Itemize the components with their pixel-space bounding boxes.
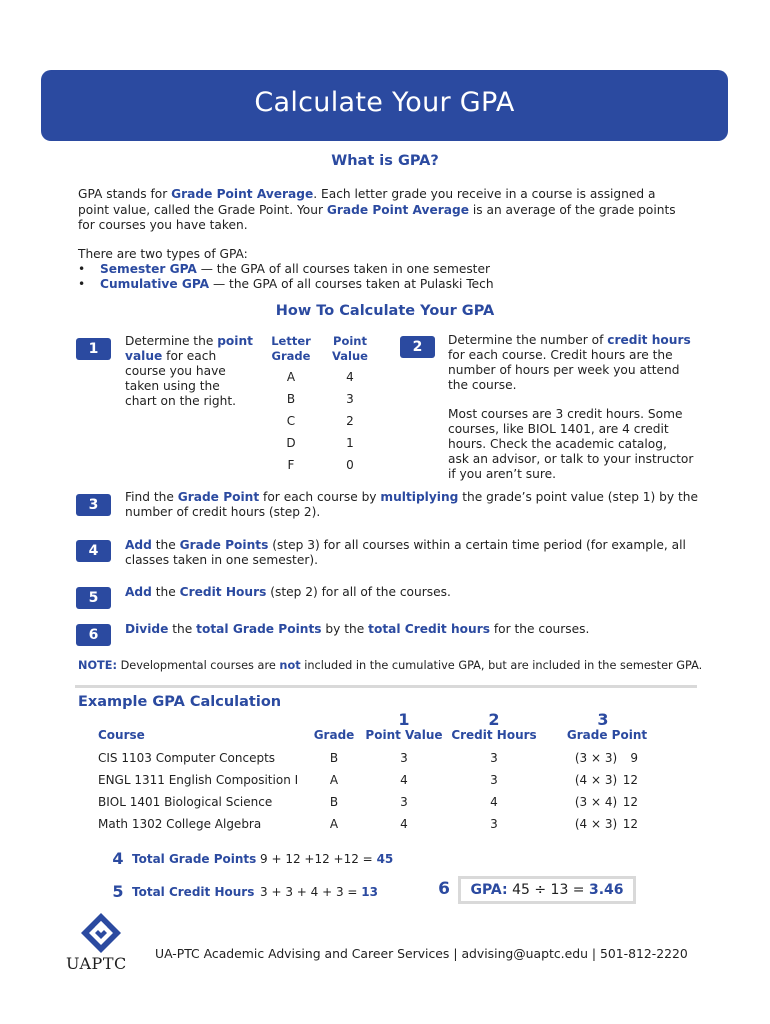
text: chart on the right. <box>125 394 236 408</box>
col-course: Course <box>98 728 145 742</box>
text: Most courses are 3 credit hours. Some <box>448 407 683 421</box>
list-item-semester-gpa <box>78 262 490 278</box>
row-calc: (4 × 3) <box>574 817 618 831</box>
text: hours. Check the academic catalog, <box>448 437 667 451</box>
text: (step 3) for all courses within a certain time period (for example, all <box>268 538 686 552</box>
footer-contact <box>155 946 688 961</box>
list-item-cumulative-gpa <box>78 277 494 293</box>
text: course you have <box>125 364 226 378</box>
text: by the <box>321 622 369 636</box>
text: Determine the <box>125 334 218 348</box>
logo-text: UAPTC <box>66 954 127 973</box>
separator: | <box>587 946 601 961</box>
page-title: Calculate Your GPA <box>254 87 515 118</box>
text: — the GPA of all courses taken at Pulaski Tech <box>209 277 494 291</box>
gpa-types-intro: There are two types of GPA: <box>78 247 248 261</box>
total-credit-hours-expression <box>260 885 378 899</box>
chart-value: 4 <box>346 370 354 384</box>
step-3-text <box>125 490 715 520</box>
row-grade: B <box>329 795 339 809</box>
row-grade: B <box>329 751 339 765</box>
grade-point-chart <box>262 334 380 480</box>
chart-grade: D <box>286 436 296 450</box>
gpa-definition-paragraph <box>78 187 698 234</box>
uaptc-logo-icon <box>80 912 122 954</box>
emphasis: Add <box>125 585 152 599</box>
row-credit: 4 <box>490 795 498 809</box>
chart-grade: F <box>287 458 295 472</box>
row-point: 3 <box>400 751 408 765</box>
emphasis: total Grade Points <box>196 622 322 636</box>
text: Determine the number of <box>448 333 608 347</box>
footer-org: UA-PTC Academic Advising and Career Services <box>155 946 450 961</box>
text: the <box>151 585 180 599</box>
emphasis: credit hours <box>607 333 691 347</box>
chart-header-letter-grade <box>262 334 320 364</box>
step-4-badge: 4 <box>76 540 111 562</box>
text: for courses you have taken. <box>78 218 248 232</box>
footer-email-link[interactable]: advising@uaptc.edu <box>461 946 588 961</box>
row-grade-point: 12 <box>622 773 638 787</box>
total-grade-points-expression <box>260 852 393 866</box>
text: for the courses. <box>489 622 590 636</box>
text: 3 + 3 + 4 + 3 = <box>260 885 362 899</box>
col-credit-hours: Credit Hours <box>451 728 537 742</box>
total-credit-hours-result: 13 <box>361 885 378 899</box>
text: the course. <box>448 378 517 392</box>
row-credit: 3 <box>490 773 498 787</box>
text: classes taken in one semester). <box>125 553 318 567</box>
gpa-step-number: 6 <box>438 879 450 899</box>
gpa-result-box <box>458 876 636 904</box>
example-step-1-number: 1 <box>398 710 410 729</box>
emphasis: Grade Point Average <box>171 187 314 201</box>
text: included in the cumulative GPA, but are included in the semester GPA. <box>300 659 703 672</box>
example-heading: Example GPA Calculation <box>78 694 282 710</box>
emphasis: Credit Hours <box>179 585 267 599</box>
text: the <box>151 538 180 552</box>
step-5-text <box>125 585 715 600</box>
text: Developmental courses are <box>117 659 280 672</box>
emphasis: not <box>279 659 301 672</box>
how-to-calculate-heading: How To Calculate Your GPA <box>275 303 495 319</box>
total-grade-points-result: 45 <box>376 852 394 866</box>
emphasis: Semester GPA <box>100 262 197 276</box>
row-grade: A <box>329 773 339 787</box>
text: taken using the <box>125 379 220 393</box>
text: Letter <box>271 334 311 348</box>
text: the grade’s point value (step 1) by the <box>458 490 699 504</box>
row-course: CIS 1103 Computer Concepts <box>98 751 276 765</box>
total-grade-points-step-number: 4 <box>112 849 124 868</box>
text: if you aren’t sure. <box>448 467 556 481</box>
bullet: • <box>78 262 86 276</box>
emphasis: Cumulative GPA <box>100 277 210 291</box>
footer-phone: 501-812-2220 <box>600 946 688 961</box>
text: Grade <box>271 349 311 363</box>
emphasis: Add <box>125 538 152 552</box>
chart-value: 2 <box>346 414 354 428</box>
chart-row <box>262 436 380 458</box>
text: number of credit hours (step 2). <box>125 505 321 519</box>
row-credit: 3 <box>490 817 498 831</box>
emphasis: Grade Points <box>179 538 269 552</box>
step-6-badge: 6 <box>76 624 111 646</box>
separator: | <box>449 946 462 961</box>
step-2-badge: 2 <box>400 336 435 358</box>
chart-header-point-value <box>320 334 380 364</box>
row-course: Math 1302 College Algebra <box>98 817 262 831</box>
text: point value, called the Grade Point. Your <box>78 202 327 217</box>
text: GPA stands for <box>78 187 172 201</box>
emphasis: Divide <box>125 622 169 636</box>
row-point: 3 <box>400 795 408 809</box>
row-calc: (4 × 3) <box>574 773 618 787</box>
chart-row <box>262 370 380 392</box>
emphasis: total Credit hours <box>368 622 490 636</box>
section-divider <box>75 685 697 688</box>
text: 9 + 12 +12 +12 = <box>260 852 377 866</box>
step-2-text <box>448 333 713 482</box>
note <box>78 659 702 672</box>
step-1-text <box>125 334 260 409</box>
row-course: BIOL 1401 Biological Science <box>98 795 273 809</box>
note-label: NOTE: <box>78 659 117 672</box>
text: . Each letter grade you receive in a course is assigned a <box>313 187 656 201</box>
chart-grade: A <box>286 370 296 384</box>
row-grade: A <box>329 817 339 831</box>
text: ask an advisor, or talk to your instructor <box>448 452 694 466</box>
row-calc: (3 × 4) <box>574 795 618 809</box>
text: courses, like BIOL 1401, are 4 credit <box>448 422 669 436</box>
chart-value: 0 <box>346 458 354 472</box>
text: 45 ÷ 13 = <box>507 882 589 898</box>
col-point-value: Point Value <box>365 728 443 742</box>
col-grade-point: Grade Point <box>566 728 648 742</box>
step-3-badge: 3 <box>76 494 111 516</box>
step-1-badge: 1 <box>76 338 111 360</box>
chart-grade: B <box>286 392 296 406</box>
row-point: 4 <box>400 773 408 787</box>
gpa-result: 3.46 <box>588 882 624 898</box>
total-grade-points-label: Total Grade Points <box>132 852 257 866</box>
chart-row <box>262 414 380 436</box>
text: Value <box>332 349 368 363</box>
step-4-text <box>125 538 715 568</box>
example-step-2-number: 2 <box>488 710 500 729</box>
text: for each course by <box>259 490 381 504</box>
row-credit: 3 <box>490 751 498 765</box>
text: for each course. Credit hours are the <box>448 348 673 362</box>
row-grade-point: 12 <box>622 817 638 831</box>
row-course: ENGL 1311 English Composition I <box>98 773 299 787</box>
text: (step 2) for all of the courses. <box>266 585 451 599</box>
text: is an average of the grade points <box>469 202 676 217</box>
chart-grade: C <box>286 414 296 428</box>
row-grade-point: 9 <box>630 751 638 765</box>
bullet: • <box>78 277 86 291</box>
emphasis: multiplying <box>380 490 459 504</box>
text: the <box>168 622 197 636</box>
text: for each <box>162 349 217 363</box>
gpa-label: GPA: <box>470 882 508 898</box>
chart-value: 3 <box>346 392 354 406</box>
row-grade-point: 12 <box>622 795 638 809</box>
text: Find the <box>125 490 178 504</box>
text: — the GPA of all courses taken in one semester <box>196 262 490 276</box>
total-credit-hours-label: Total Credit Hours <box>132 885 255 899</box>
what-is-gpa-heading: What is GPA? <box>331 153 439 169</box>
step-6-text <box>125 622 715 637</box>
step-5-badge: 5 <box>76 587 111 609</box>
row-calc: (3 × 3) <box>574 751 618 765</box>
text: Point <box>333 334 367 348</box>
chart-row <box>262 392 380 414</box>
emphasis: Grade Point Average <box>326 202 469 217</box>
chart-row <box>262 458 380 480</box>
example-step-3-number: 3 <box>597 710 609 729</box>
row-point: 4 <box>400 817 408 831</box>
total-credit-hours-step-number: 5 <box>112 882 124 901</box>
emphasis: value <box>125 349 163 363</box>
emphasis: point <box>217 334 253 348</box>
emphasis: Grade Point <box>177 490 260 504</box>
chart-value: 1 <box>346 436 354 450</box>
text: number of hours per week you attend <box>448 363 680 377</box>
col-grade: Grade <box>313 728 355 742</box>
